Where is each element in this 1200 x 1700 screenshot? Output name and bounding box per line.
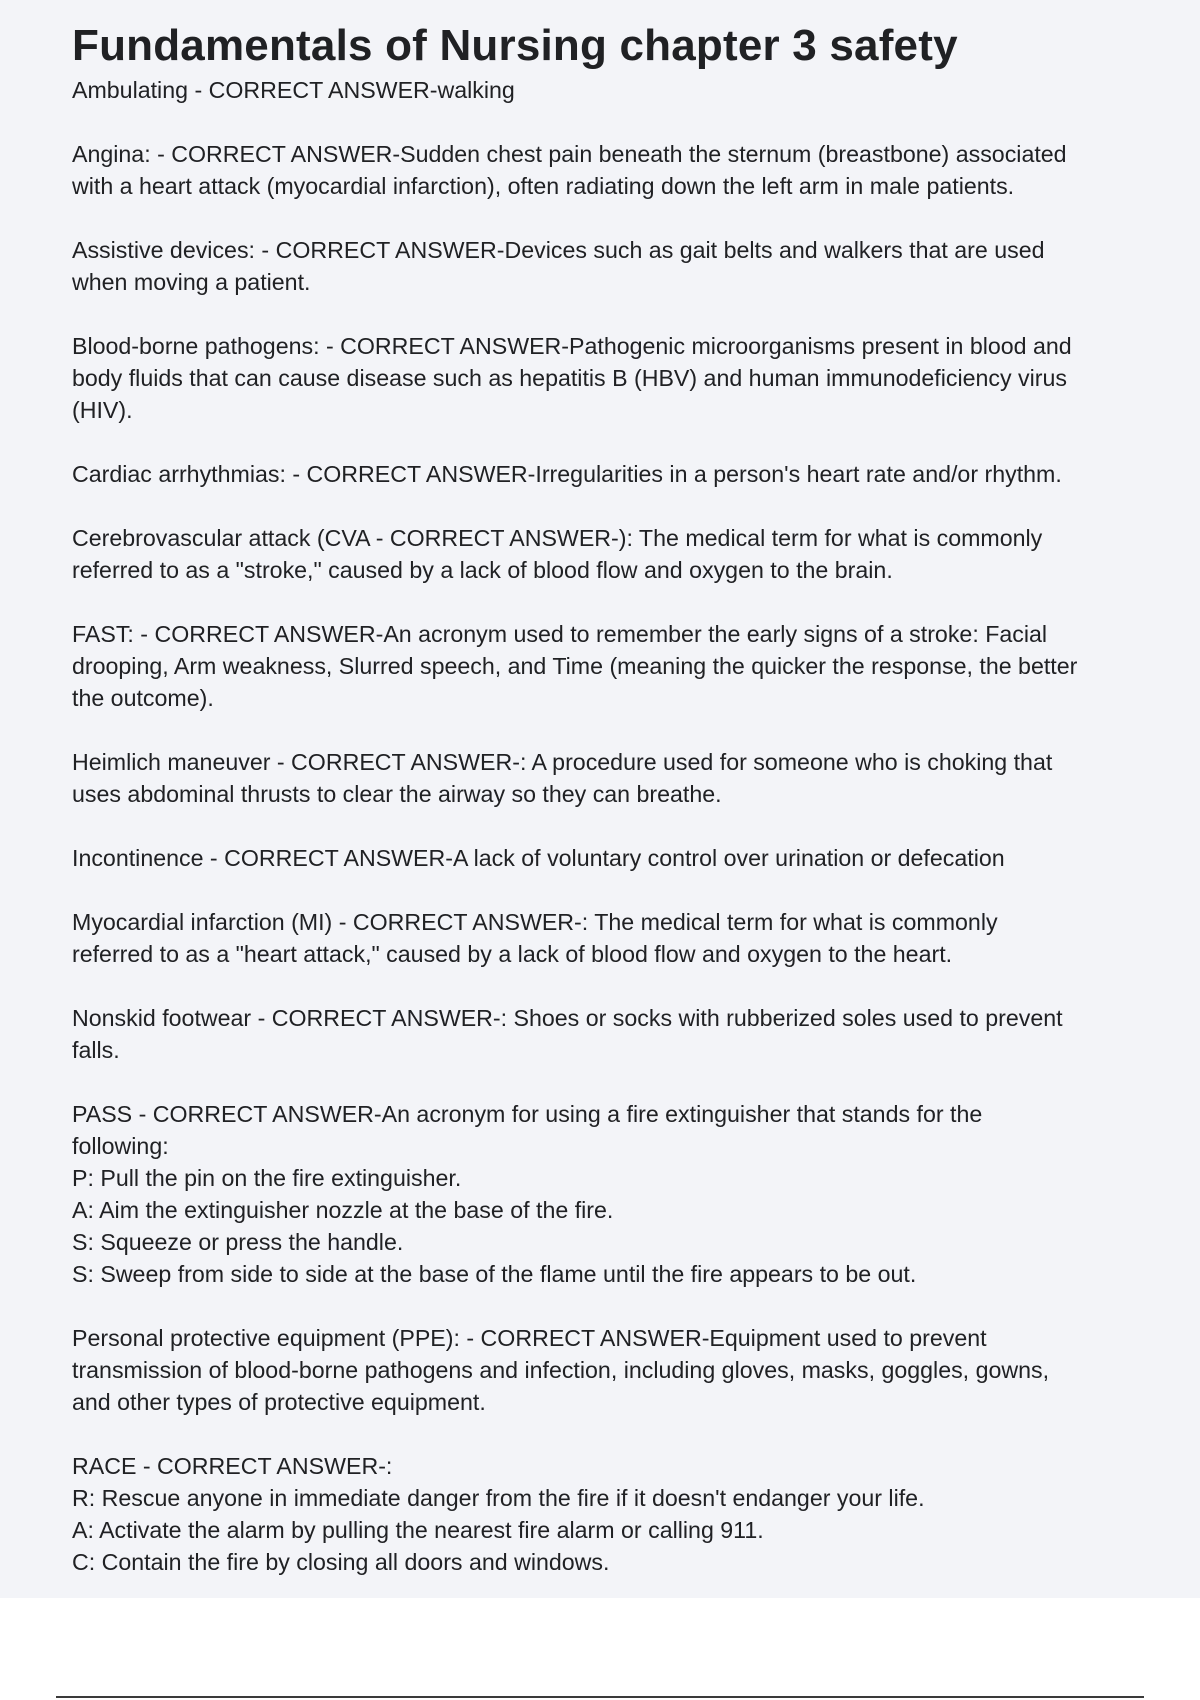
entry-line: FAST: - CORRECT ANSWER-An acronym used to remember the early signs of a stroke: Facial — [72, 621, 1048, 647]
entry-line: referred to as a "heart attack," caused by a lack of blood flow and oxygen to the heart. — [72, 941, 953, 967]
entry-line: S: Squeeze or press the handle. — [72, 1229, 404, 1255]
glossary-entry — [72, 906, 1142, 970]
entry-line: A: Aim the extinguisher nozzle at the base of the fire. — [72, 1197, 614, 1223]
glossary-entry — [72, 234, 1142, 298]
glossary-entry — [72, 842, 1142, 874]
entry-line: S: Sweep from side to side at the base of the flame until the fire appears to be out. — [72, 1261, 917, 1287]
glossary-entry — [72, 74, 1142, 106]
entry-line: referred to as a "stroke," caused by a lack of blood flow and oxygen to the brain. — [72, 557, 893, 583]
entry-line: P: Pull the pin on the fire extinguisher. — [72, 1165, 462, 1191]
document-content — [72, 18, 1142, 1598]
glossary-entry — [72, 1098, 1142, 1290]
glossary-entry — [72, 746, 1142, 810]
glossary-entry — [72, 458, 1142, 490]
entry-line: Heimlich maneuver - CORRECT ANSWER-: A procedure used for someone who is choking that — [72, 749, 1053, 775]
entry-line: the outcome). — [72, 685, 214, 711]
entry-line: Cardiac arrhythmias: - CORRECT ANSWER-Irregularities in a person's heart rate and/or rhythm. — [72, 461, 1062, 487]
entry-line: drooping, Arm weakness, Slurred speech, and Time (meaning the quicker the response, the better — [72, 653, 1078, 679]
entry-line: Myocardial infarction (MI) - CORRECT ANSWER-: The medical term for what is commonly — [72, 909, 998, 935]
entry-line: Personal protective equipment (PPE): - CORRECT ANSWER-Equipment used to prevent — [72, 1325, 987, 1351]
entry-line: and other types of protective equipment. — [72, 1389, 486, 1415]
glossary-entry-list — [72, 74, 1142, 1578]
entry-line: C: Contain the fire by closing all doors and windows. — [72, 1549, 610, 1575]
footer-divider — [56, 1696, 1144, 1698]
document-title: Fundamentals of Nursing chapter 3 safety — [72, 21, 958, 70]
entry-line: Ambulating - CORRECT ANSWER-walking — [72, 77, 515, 103]
entry-line: PASS - CORRECT ANSWER-An acronym for using a fire extinguisher that stands for the — [72, 1101, 983, 1127]
glossary-entry — [72, 522, 1142, 586]
entry-line: falls. — [72, 1037, 120, 1063]
entry-line: Assistive devices: - CORRECT ANSWER-Devices such as gait belts and walkers that are used — [72, 237, 1045, 263]
glossary-entry — [72, 1002, 1142, 1066]
entry-line: Cerebrovascular attack (CVA - CORRECT ANSWER-): The medical term for what is commonly — [72, 525, 1043, 551]
entry-line: Blood-borne pathogens: - CORRECT ANSWER-Pathogenic microorganisms present in blood and — [72, 333, 1072, 359]
entry-line: Incontinence - CORRECT ANSWER-A lack of voluntary control over urination or defecation — [72, 845, 1005, 871]
entry-line: A: Activate the alarm by pulling the nearest fire alarm or calling 911. — [72, 1517, 764, 1543]
entry-line: with a heart attack (myocardial infarction), often radiating down the left arm in male patients. — [72, 173, 1015, 199]
entry-line: (HIV). — [72, 397, 133, 423]
entry-line: when moving a patient. — [72, 269, 311, 295]
glossary-entry — [72, 1450, 1142, 1578]
entry-line: Nonskid footwear - CORRECT ANSWER-: Shoes or socks with rubberized soles used to prevent — [72, 1005, 1063, 1031]
glossary-entry — [72, 618, 1142, 714]
entry-line: Angina: - CORRECT ANSWER-Sudden chest pain beneath the sternum (breastbone) associated — [72, 141, 1067, 167]
entry-line: RACE - CORRECT ANSWER-: — [72, 1453, 393, 1479]
glossary-entry — [72, 138, 1142, 202]
entry-line: uses abdominal thrusts to clear the airway so they can breathe. — [72, 781, 722, 807]
entry-line: R: Rescue anyone in immediate danger from the fire if it doesn't endanger your life. — [72, 1485, 925, 1511]
glossary-entry — [72, 330, 1142, 426]
entry-line: transmission of blood-borne pathogens and infection, including gloves, masks, goggles, gowns, — [72, 1357, 1050, 1383]
entry-line: body fluids that can cause disease such as hepatitis B (HBV) and human immunodeficiency virus — [72, 365, 1068, 391]
entry-line: following: — [72, 1133, 169, 1159]
glossary-entry — [72, 1322, 1142, 1418]
page-cut-edge — [72, 1588, 1142, 1598]
